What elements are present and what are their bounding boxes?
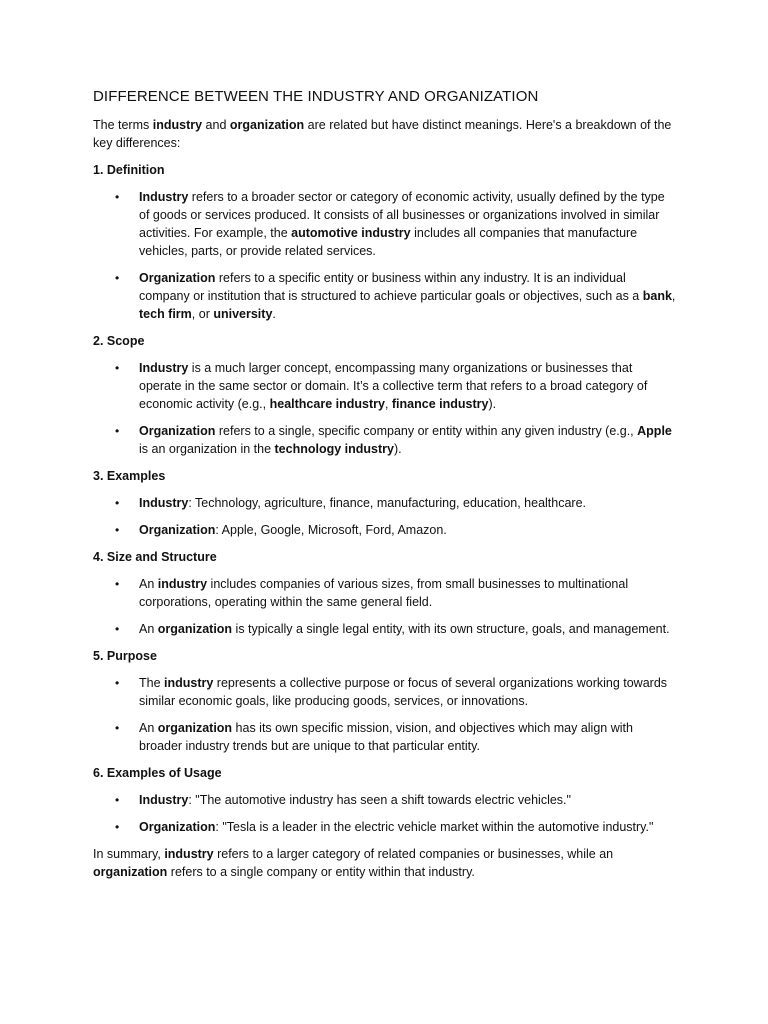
bold-term: industry — [152, 118, 203, 132]
bold-term: tech firm — [139, 307, 192, 321]
list-item — [93, 269, 678, 323]
bold-term: organization — [157, 721, 233, 735]
bold-term: industry — [157, 577, 208, 591]
bold-term: Organization — [139, 523, 216, 537]
text-run: : "Tesla is a leader in the electric vehicle market within the automotive industry." — [215, 820, 654, 834]
document-title: DIFFERENCE BETWEEN THE INDUSTRY AND ORGANIZATION — [93, 88, 539, 105]
bold-term: technology industry — [274, 442, 394, 456]
bold-term: finance industry — [391, 397, 489, 411]
text-run: ). — [393, 442, 402, 456]
bold-term: organization — [93, 865, 168, 879]
bullet-list — [93, 359, 678, 458]
text-run: : Apple, Google, Microsoft, Ford, Amazon. — [215, 523, 447, 537]
text-run: refers to a single, specific company or entity within any given industry (e.g., — [215, 424, 638, 438]
bold-term: bank — [642, 289, 672, 303]
bullet-dot-icon: • — [115, 820, 120, 834]
text-run: refers to a single company or entity within that industry. — [167, 865, 475, 879]
text-run: , — [671, 289, 676, 303]
text-run: represents a collective purpose or focus of several organizations working towards similar economic goals, like producing goods, services, or innovations. — [139, 676, 668, 708]
text-run: In summary, — [93, 847, 165, 861]
text-run: . — [272, 307, 276, 321]
bold-term: Apple — [637, 424, 672, 438]
text-run: , — [384, 397, 392, 411]
text-run: ). — [488, 397, 497, 411]
text-run: is typically a single legal entity, with its own structure, goals, and management. — [232, 622, 670, 636]
text-run: includes all companies that manufacture vehicles, parts, or provide related services. — [139, 226, 638, 258]
text-run: are related but have distinct meanings. Here's a breakdown of the key differences: — [93, 118, 672, 150]
bullet-dot-icon: • — [115, 190, 120, 204]
bullet-dot-icon: • — [115, 361, 120, 375]
text-run: is an organization in the — [139, 442, 275, 456]
bullet-dot-icon: • — [115, 577, 120, 591]
list-item — [93, 791, 678, 809]
text-run: : Technology, agriculture, finance, manufacturing, education, healthcare. — [188, 496, 587, 510]
bullet-dot-icon: • — [115, 721, 120, 735]
section-heading: 1. Definition — [93, 163, 165, 177]
bullet-dot-icon: • — [115, 793, 120, 807]
bullet-list — [93, 494, 678, 539]
bullet-list — [93, 674, 678, 755]
bullet-dot-icon: • — [115, 271, 120, 285]
text-run: refers to a broader sector or category of economic activity, usually defined by the type of goods or services produced. It consists of all businesses or organizations involved in similar activities. For example, the — [139, 190, 665, 240]
bold-term: university — [213, 307, 273, 321]
text-run: : "The automotive industry has seen a shift towards electric vehicles." — [188, 793, 571, 807]
text-run: includes companies of various sizes, from small businesses to multinational corporations, operating within the same general field. — [139, 577, 629, 609]
bold-term: Industry — [139, 496, 189, 510]
list-item — [93, 575, 678, 611]
list-item — [93, 359, 678, 413]
bullet-list — [93, 791, 678, 836]
bold-term: Organization — [139, 820, 216, 834]
sections-container — [93, 161, 678, 836]
list-item — [93, 521, 678, 539]
bold-term: Organization — [139, 271, 216, 285]
summary-paragraph — [93, 845, 678, 881]
text-run: An — [139, 577, 158, 591]
list-item — [93, 818, 678, 836]
text-run: An — [139, 622, 158, 636]
text-run: and — [202, 118, 230, 132]
text-run: The terms — [93, 118, 153, 132]
section-heading: 4. Size and Structure — [93, 550, 217, 564]
bold-term: Industry — [139, 190, 189, 204]
bullet-dot-icon: • — [115, 523, 120, 537]
bold-term: automotive industry — [291, 226, 411, 240]
section-heading: 3. Examples — [93, 469, 166, 483]
list-item — [93, 422, 678, 458]
text-run: An — [139, 721, 158, 735]
bullet-list — [93, 575, 678, 638]
section-heading: 2. Scope — [93, 334, 145, 348]
bold-term: organization — [157, 622, 233, 636]
list-item — [93, 674, 678, 710]
bullet-dot-icon: • — [115, 676, 120, 690]
bold-term: organization — [229, 118, 305, 132]
bullet-dot-icon: • — [115, 622, 120, 636]
bullet-list — [93, 188, 678, 323]
text-run: The — [139, 676, 165, 690]
section-heading: 5. Purpose — [93, 649, 157, 663]
list-item — [93, 620, 678, 638]
text-run: has its own specific mission, vision, and objectives which may align with broader industry trends but are unique to that particular entity. — [139, 721, 633, 753]
list-item — [93, 188, 678, 260]
bullet-dot-icon: • — [115, 496, 120, 510]
text-run: , or — [191, 307, 214, 321]
bold-term: industry — [164, 676, 214, 690]
bullet-dot-icon: • — [115, 424, 120, 438]
bold-term: Organization — [139, 424, 216, 438]
bold-term: Industry — [139, 361, 189, 375]
text-run: is a much larger concept, encompassing many organizations or businesses that operate in the same sector or domain. It’s a collective term that refers to a broad category of economic activity (e.g., — [139, 361, 648, 411]
text-run: refers to a specific entity or business within any industry. It is an individual company or institution that is structured to achieve particular goals or objectives, such as a — [139, 271, 643, 303]
list-item — [93, 719, 678, 755]
section-heading: 6. Examples of Usage — [93, 766, 222, 780]
bold-term: healthcare industry — [269, 397, 385, 411]
list-item — [93, 494, 678, 512]
bold-term: Industry — [139, 793, 189, 807]
bold-term: industry — [164, 847, 214, 861]
text-run: refers to a larger category of related companies or businesses, while an — [213, 847, 614, 861]
intro-paragraph — [93, 116, 678, 152]
